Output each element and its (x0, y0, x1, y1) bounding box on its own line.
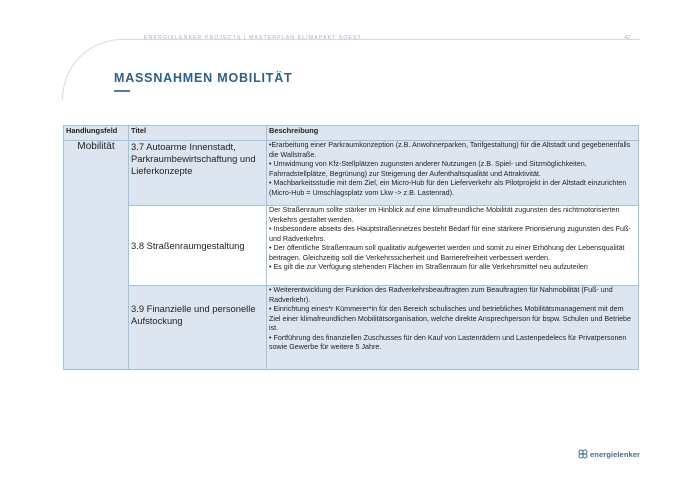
description-line: • Weiterentwicklung der Funktion des Radverkehrsbeauftragten zum Beauftragten für Nahmobilität (Fuß- und Radverkehr). (269, 286, 613, 304)
field-cell: Mobilität (64, 141, 129, 370)
description-line: • Umwidmung von Kfz-Stellplätzen zugunsten anderer Nutzungen (z.B. Spiel- und Sitzmöglichkeiten, Fahrradstellplätze, Begrünung) zur Steigerung der Aufenthaltsqualität und Attraktivität. (269, 160, 587, 178)
table-row (64, 206, 639, 286)
measure-description (267, 286, 639, 370)
table-header-row (64, 126, 639, 141)
page-title: MASSNAHMEN MOBILITÄT (114, 71, 293, 85)
logo-text: energielenker (590, 449, 641, 459)
description-line: • Fortführung des finanziellen Zuschusses für den Kauf von Lastenrädern und Lastenpedelecs für Privatpersonen sowie Gewerbe für weitere 5 Jahre. (269, 333, 627, 352)
measure-title: 3.9 Finanzielle und personelle Aufstockung (129, 286, 267, 370)
measure-title: 3.7 Autoarme Innenstadt, Parkraumbewirtschaftung und Lieferkonzepte (129, 141, 267, 206)
measures-table (63, 125, 639, 370)
table-row (64, 286, 639, 370)
header-text: ENERGIELENKER PROJECTS | MASTERPLAN KLIMAPAKT SOEST (144, 35, 362, 41)
description-line: •Erarbeitung einer Parkraumkonzeption (z.B. Anwohnerparken, Tarifgestaltung) für die Altstadt und gegebenenfalls die Wallstraße. (269, 141, 631, 159)
title-underline (114, 90, 130, 92)
energielenker-logo-icon (578, 449, 588, 459)
header-handlungsfeld: Handlungsfeld (64, 126, 129, 141)
measure-title: 3.8 Straßenraumgestaltung (129, 206, 267, 286)
table-row (64, 141, 639, 206)
page-number: 42 (624, 35, 631, 41)
description-line: • Der öffentliche Straßenraum soll qualitativ aufgewertet werden und somit zu einer Erhöhung der Lebensqualität beitragen. Gleichzeitig soll die Verkehrssicherheit und Barrierefreiheit verbessert werden. (269, 244, 625, 262)
description-line: • Einrichtung eines*r Kümmerer*in für den Bereich schulisches und betriebliches Mobilitätsmanagement mit dem Ziel einer klimafreundlichen Mobilitätsorganisation, welche direkte Ansprechperson für bspw. Schulen und Betriebe ist. (269, 305, 631, 333)
description-line: • Insbesondere abseits des Hauptstraßennetzes besteht Bedarf für eine stärkere Priorisierung zugunsten des Fuß- und Radverkehrs. (269, 225, 631, 243)
header-beschreibung: Beschreibung (267, 126, 639, 141)
brand-logo (578, 449, 640, 459)
header-titel: Titel (129, 126, 267, 141)
measure-description (267, 141, 639, 206)
description-line: Der Straßenraum sollte stärker im Hinblick auf eine klimafreundliche Mobilität zugunsten des nichtmotorisierten Verkehrs gestaltet werden. (269, 206, 620, 224)
description-line: • Machbarkeitsstudie mit dem Ziel, ein Micro-Hub für den Lieferverkehr als Pilotprojekt in der Altstadt einzurichten (Micro-Hub = Umschlagsplatz vom Lkw -> z.B. Lastenrad). (269, 179, 627, 197)
measure-description (267, 206, 639, 286)
description-line: • Es gilt die zur Verfügung stehenden Flächen im Straßenraum für alle Verkehrsmittel neu aufzuteilen (269, 263, 588, 272)
